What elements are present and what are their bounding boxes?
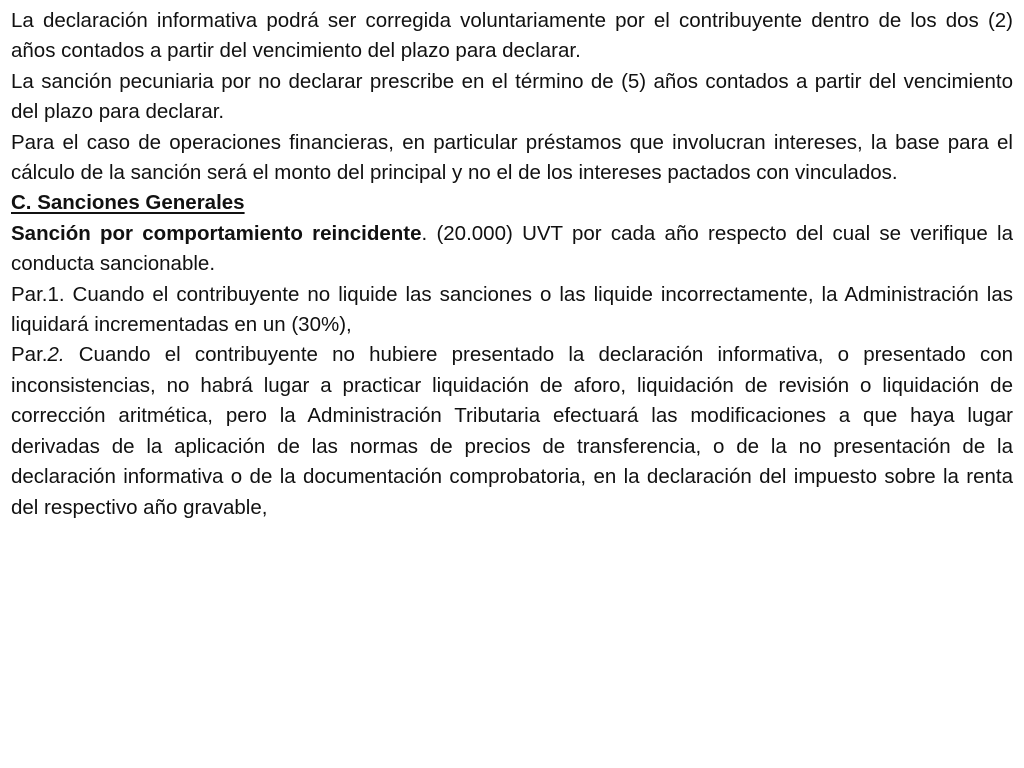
paragraph-correccion-voluntaria: La declaración informativa podrá ser corregida voluntariamente por el contribuyente dentro de los dos (2) años contados a partir del vencimiento del plazo para declarar. xyxy=(11,9,1013,63)
par1-text: Cuando el contribuyente no liquide las sanciones o las liquide incorrectamente, la Administración las liquidará incrementadas en un (30%), xyxy=(11,282,1013,337)
par2-label-prefix: Par. xyxy=(11,343,48,367)
paragraph-operaciones-financieras: Para el caso de operaciones financieras, en particular préstamos que involucran intereses, la base para el cálculo de la sanción será el monto del principal y no el de los intereses pactados con vinculados. xyxy=(11,130,1013,185)
par2-text: Cuando el contribuyente no hubiere presentado la declaración informativa, o presentado con inconsistencias, no habrá lugar a practicar liquidación de aforo, liquidación de revisión o liquidación de corrección aritmética, pero la Administración Tributaria efectuará las modificaciones a que haya lugar derivadas de la aplicación de las normas de precios de transferencia, o de la no presentación de la declaración informativa o de la documentación comprobatoria, en la declaración del impuesto sobre la renta del respectivo año gravable, xyxy=(11,343,1013,519)
par1-label: Par.1. xyxy=(11,282,65,306)
paragraph-sancion-reincidente xyxy=(11,219,1013,280)
paragraph-prescripcion-sancion: La sanción pecuniaria por no declarar prescribe en el término de (5) años contados a partir del vencimiento del plazo para declarar. xyxy=(11,69,1013,124)
reincidente-label: Sanción por comportamiento reincidente xyxy=(11,221,422,245)
paragraph-par-1 xyxy=(11,280,1013,341)
section-heading-sanciones-generales: C. Sanciones Generales xyxy=(11,191,245,215)
document-body xyxy=(11,6,1013,523)
paragraph-par-2 xyxy=(11,340,1013,522)
reincidente-text: . (20.000) UVT por cada año respecto del cual se verifique la conducta sancionable. xyxy=(11,221,1013,276)
par2-label-number: 2. xyxy=(47,343,65,367)
